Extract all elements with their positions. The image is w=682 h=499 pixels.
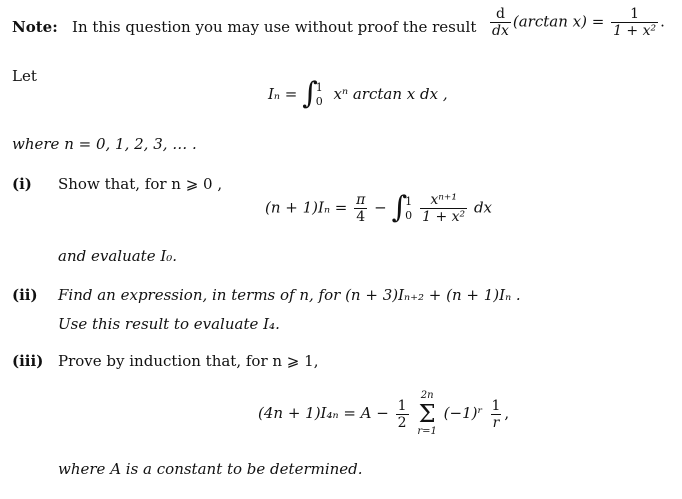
definition-equation (268, 76, 448, 111)
part-iii-after: where A is a constant to be determined. (58, 460, 363, 478)
part-iii-text: Prove by induction that, for n ⩾ 1, (58, 352, 319, 370)
half-fraction: $\frac{1}{2}$ (397, 397, 407, 431)
note-text: In this question you may use without proof the result (72, 18, 477, 36)
integral-sign: ∫ (302, 76, 318, 111)
derivative-operator: $\frac{d}{dx}$ (492, 6, 509, 39)
def-lhs: Iₙ = (268, 85, 298, 103)
part-iii-label: (iii) (12, 352, 44, 370)
where-line: where n = 0, 1, 2, 3, … . (12, 135, 197, 153)
note-label: Note: (12, 18, 58, 36)
part-ii-text: Find an expression, in terms of n, for (n + 3)Iₙ₊₂ + (n + 1)Iₙ . (58, 286, 521, 304)
part-ii-label: (ii) (12, 286, 38, 304)
part-i-equation: (n + 1)Iₙ = $\frac{\pi}{4}$ − ∫ 1 0 $\frac{\text{xⁿ⁺¹}}{\text{1 + x²}}$ dx (265, 189, 493, 225)
part-iii-lhs: (4n + 1)I₄ₙ = A − (258, 404, 389, 422)
part-i-lhs: (n + 1)Iₙ = (265, 198, 348, 217)
integral-limits: 1 0 (405, 194, 413, 222)
integral-sign: ∫ (391, 189, 408, 225)
sum-term: (−1)ʳ (443, 404, 483, 422)
arctan-expr: (arctan x) (512, 12, 587, 31)
part-iii-equation: (4n + 1)I₄ₙ = A − $\frac{1}{2}$ 2n Σ r=1 (−1)ʳ $\frac{1}{r}$ , (258, 390, 510, 437)
result-fraction: $\frac{1}{\text{1 + x²}}$ (613, 6, 657, 39)
integrand-fraction: $\frac{\text{xⁿ⁺¹}}{\text{1 + x²}}$ (422, 192, 466, 225)
part-ii-text2: Use this result to evaluate I₄. (58, 315, 280, 333)
def-integrand: xⁿ arctan x dx , (333, 85, 448, 103)
integral-limits: 1 0 (315, 81, 323, 108)
let-label: Let (12, 67, 37, 85)
reciprocal-fraction: $\frac{1}{r}$ (491, 397, 501, 431)
pi-over-four: $\frac{\pi}{4}$ (356, 192, 366, 225)
part-i-after: and evaluate I₀. (58, 247, 178, 265)
part-i-label: (i) (12, 175, 32, 193)
note-formula: $\frac{d}{dx}$ (arctan x) = $\frac{1}{\text{1 + x²}}$ . (492, 6, 665, 39)
summation-sign: 2n Σ r=1 (417, 390, 437, 437)
note-line (12, 18, 476, 36)
part-i-text: Show that, for n ⩾ 0 , (58, 175, 223, 193)
